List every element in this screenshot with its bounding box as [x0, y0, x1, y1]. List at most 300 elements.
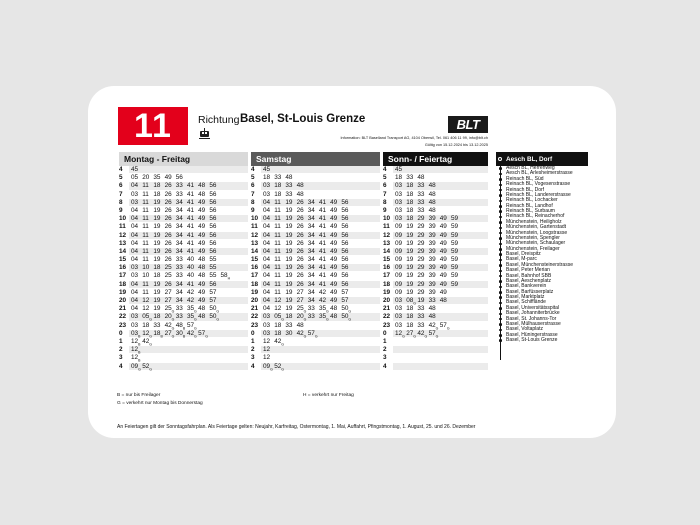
departure-minute: 18	[142, 321, 150, 329]
departure-minute: 33	[417, 182, 425, 190]
departure-minute: 26	[164, 231, 172, 239]
hour-label: 13	[251, 239, 259, 247]
departure-minutes	[261, 346, 380, 354]
departure-minute: 34	[175, 247, 183, 255]
departure-minute: 18	[406, 190, 414, 198]
departure-minute: $50_G$	[341, 313, 352, 322]
departure-minute: 11	[274, 231, 281, 239]
departure-minute: 11	[142, 231, 149, 239]
departure-minute: 49	[330, 256, 338, 264]
departure-minute: 49	[439, 215, 447, 223]
departure-minute: $30_B$	[175, 329, 186, 339]
departure-minute: 39	[428, 256, 436, 264]
tram-icon	[199, 130, 210, 140]
legend-g: G = verkehrt nur Montag bis Donnerstag	[117, 401, 203, 406]
departure-minute: 11	[142, 280, 149, 288]
departure-minute: 19	[406, 231, 414, 239]
hour-label: 11	[119, 223, 126, 231]
hour-label: 19	[119, 288, 127, 296]
departure-minutes	[393, 166, 488, 174]
departure-minute: 49	[439, 288, 447, 296]
departure-minute: 57	[341, 288, 349, 296]
departure-minute: 11	[274, 272, 281, 280]
departure-minute: 19	[285, 206, 293, 214]
departure-minute: 19	[285, 305, 293, 313]
departure-minutes	[129, 354, 248, 362]
departure-minute: 19	[285, 239, 293, 247]
departure-minute: 03	[395, 198, 403, 206]
departure-minute: 19	[285, 256, 293, 264]
footnote-marker: B	[138, 358, 141, 363]
departure-minute: 41	[186, 247, 195, 255]
departure-minute: 11	[142, 288, 149, 296]
legend-h: H = verkehrt nur Freitag	[303, 393, 354, 398]
stop-item: Basel, Schifflände	[496, 300, 588, 305]
departure-minutes	[393, 338, 488, 346]
direction-label: Richtung	[198, 114, 240, 126]
footnote-marker: G	[281, 342, 285, 347]
departure-minute: 56	[341, 223, 349, 231]
legend-b: B = nur bis Freilager	[117, 393, 161, 398]
departure-minute: $27_G$	[406, 329, 417, 339]
hour-label: 21	[383, 305, 391, 313]
departure-minute: 03	[263, 182, 271, 190]
stop-item: Reinach BL, Landhof	[496, 204, 588, 209]
departure-minute: 04	[263, 256, 271, 264]
hour-label: 4	[383, 166, 387, 173]
stop-list	[496, 152, 588, 343]
hour-label: 11	[383, 223, 390, 231]
departure-minute: 12	[142, 297, 150, 304]
hour-label: 18	[119, 280, 127, 288]
departure-minute: $35_G$	[318, 305, 329, 314]
hour-label: 0	[251, 329, 255, 337]
departure-minutes	[129, 182, 248, 190]
departure-minute: 26	[164, 223, 172, 231]
departure-minute: 33	[307, 305, 315, 313]
hour-label: 19	[383, 288, 391, 296]
departure-minute: 09	[395, 280, 403, 288]
hour-label: 5	[251, 174, 255, 182]
hour-label: 16	[251, 264, 259, 272]
hour-row	[251, 232, 380, 240]
departure-minute: 11	[142, 256, 149, 264]
footnote-marker: G	[446, 325, 450, 330]
hour-row	[383, 322, 488, 330]
departure-minute: 19	[285, 288, 293, 296]
departure-minute: $35_G$	[186, 313, 197, 322]
hour-label: 18	[251, 280, 259, 288]
hour-label: 16	[119, 264, 127, 272]
departure-minute: 04	[263, 272, 271, 280]
departure-minute: 30	[285, 329, 293, 337]
footnote-marker: G	[194, 317, 197, 322]
departure-minute: $57_G$	[198, 329, 208, 339]
departure-minute: 03	[395, 215, 403, 223]
departure-minute: 48	[428, 313, 436, 321]
footnote-marker: B	[182, 325, 186, 330]
departure-minute: 19	[285, 272, 293, 280]
line-number-badge: 11	[118, 107, 188, 145]
departure-minutes	[129, 232, 248, 240]
hour-row	[119, 191, 248, 199]
departure-minute: 33	[417, 321, 425, 329]
hour-label: 20	[251, 297, 259, 304]
departure-minute: 03	[395, 206, 403, 214]
departure-minute: $50_G$	[341, 305, 352, 314]
footnote-marker: G	[194, 334, 197, 339]
departure-minute: 19	[285, 264, 293, 272]
departure-minute: 48	[198, 305, 206, 313]
departure-minute: 56	[209, 231, 217, 239]
departure-minute: 59	[450, 256, 459, 264]
hour-label: 6	[251, 182, 255, 190]
departure-minutes	[129, 363, 248, 371]
hour-label: 18	[383, 280, 391, 288]
departure-minute: 26	[296, 239, 304, 247]
departure-minute: 27	[164, 288, 172, 296]
departure-minute: 59	[450, 231, 459, 239]
departure-minute: $57_G$	[307, 329, 318, 339]
departure-minute: 41	[186, 182, 195, 190]
departure-minutes	[393, 256, 488, 264]
hour-row	[251, 354, 380, 362]
hour-row	[383, 281, 488, 289]
hour-label: 3	[119, 354, 123, 362]
hour-row	[119, 182, 248, 190]
hour-label: 1	[383, 337, 387, 345]
departure-minute: 19	[406, 256, 414, 264]
departure-minute: $50_G$	[209, 305, 220, 314]
hour-row	[119, 346, 248, 354]
footnote-marker: G	[171, 325, 175, 330]
departure-minute: 33	[175, 313, 183, 321]
departure-minute: 19	[285, 231, 293, 239]
departure-minutes	[393, 322, 488, 330]
hour-label: 7	[119, 190, 123, 198]
hour-row	[251, 338, 380, 346]
stop-item: Basel, Aeschenplatz	[496, 279, 588, 284]
departure-minute: 39	[428, 223, 436, 231]
hour-label: 20	[119, 297, 127, 304]
hour-row	[251, 166, 380, 174]
departure-minute: 18	[153, 264, 161, 272]
departure-minute: 48	[330, 305, 338, 313]
departure-minute: 48	[439, 297, 447, 304]
departure-minute: 03	[131, 321, 139, 329]
stop-item: Basel, Münchensteinerstrasse	[496, 263, 588, 268]
hour-row	[119, 338, 248, 346]
departure-minute: 40	[186, 256, 195, 264]
departure-minute: 41	[186, 280, 195, 288]
hour-label: 14	[251, 247, 259, 255]
departure-minute: 34	[307, 215, 315, 223]
hour-label: 2	[251, 346, 255, 354]
departure-minute: 34	[175, 297, 183, 304]
departure-minutes	[393, 240, 488, 248]
departure-minute: $25_G$	[296, 305, 307, 314]
departure-minute: 42	[186, 297, 195, 304]
departure-minutes	[129, 191, 248, 199]
hour-row	[383, 354, 488, 362]
hour-label: 10	[251, 215, 259, 223]
departure-minute: 11	[142, 182, 149, 190]
departure-minute: 04	[131, 280, 139, 288]
departure-minute: 18	[263, 174, 271, 182]
departure-minute: $12_B$	[131, 354, 141, 363]
departure-minute: $57_G$	[439, 321, 450, 330]
footnote-marker: B	[138, 342, 141, 347]
departure-minutes	[393, 363, 488, 371]
departure-minutes	[261, 281, 380, 289]
departure-minute: 04	[131, 215, 139, 223]
departure-minute: 10	[142, 264, 150, 272]
hour-row	[251, 199, 380, 207]
stop-item: Basel, Mülhauserstrasse	[496, 322, 588, 327]
departure-minute: 45	[395, 166, 403, 173]
departure-minute: 33	[175, 256, 183, 264]
hour-label: 23	[383, 321, 391, 329]
hour-row	[119, 223, 248, 231]
departure-minute: 56	[209, 215, 217, 223]
departure-minute: 34	[307, 264, 315, 272]
hour-row	[383, 289, 488, 297]
hour-row	[251, 346, 380, 354]
stop-item: Basel, Hüningerstrasse	[496, 333, 588, 338]
footnote-marker: G	[171, 317, 175, 322]
departure-minute: 19	[153, 206, 161, 214]
stop-item: Basel, M-parc	[496, 257, 588, 262]
hour-label: 22	[119, 313, 127, 321]
departure-minutes	[129, 297, 248, 305]
departure-minutes	[261, 166, 380, 174]
stop-item: Münchenstein, Spengler	[496, 236, 588, 241]
hour-label: 22	[251, 313, 259, 321]
hour-row	[119, 240, 248, 248]
departure-minute: 48	[428, 182, 436, 190]
hour-row	[383, 313, 488, 321]
departure-minute: 03	[395, 313, 403, 321]
departure-minute: 55	[209, 264, 217, 272]
departure-minute: 11	[274, 280, 281, 288]
departure-minute: 11	[274, 256, 281, 264]
departure-minutes	[393, 191, 488, 199]
departure-minutes	[129, 346, 248, 354]
departure-minute: 18	[406, 206, 414, 214]
departure-minute: $48_B$	[175, 321, 186, 330]
departure-minutes	[261, 322, 380, 330]
hour-row	[119, 256, 248, 264]
hour-row	[383, 166, 488, 174]
hour-label: 16	[383, 264, 391, 272]
departure-minute: $20_G$	[296, 313, 307, 322]
hour-label: 12	[383, 231, 391, 239]
departure-minute: 09	[395, 264, 403, 272]
departure-minute: 59	[450, 239, 459, 247]
hour-row	[251, 248, 380, 256]
departure-minute: 41	[318, 206, 327, 214]
departure-minute: 59	[450, 280, 459, 288]
departure-minute: 39	[428, 239, 436, 247]
departure-minute: 34	[307, 272, 315, 280]
sunday-column	[383, 152, 488, 371]
departure-minutes	[129, 338, 248, 346]
hour-row	[383, 182, 488, 190]
departure-minute: 34	[307, 239, 315, 247]
sunday-rows	[383, 166, 488, 371]
departure-minute: 41	[186, 206, 195, 214]
departure-minute: 40	[186, 272, 195, 280]
departure-minute: 26	[164, 239, 172, 247]
departure-minute: 18	[274, 190, 282, 198]
hour-label: 4	[251, 362, 255, 370]
departure-minute: 49	[198, 280, 206, 288]
footnote-marker: G	[303, 309, 307, 314]
departure-minute: 11	[274, 223, 281, 231]
hour-row	[383, 223, 488, 231]
hour-row	[119, 354, 248, 362]
hour-row	[119, 289, 248, 297]
departure-minute: 59	[450, 215, 459, 223]
departure-minutes	[261, 248, 380, 256]
weekday-column-header: Montag - Freitag	[119, 152, 248, 166]
departure-minutes	[393, 174, 488, 182]
departure-minute: 11	[274, 288, 281, 296]
departure-minute: 29	[417, 256, 425, 264]
hour-label: 4	[119, 362, 123, 370]
departure-minute: 04	[131, 206, 139, 214]
departure-minute: 41	[186, 198, 195, 206]
departure-minute: 19	[285, 223, 293, 231]
departure-minute: 18	[406, 313, 414, 321]
departure-minute: 33	[175, 190, 183, 198]
departure-minutes	[393, 248, 488, 256]
departure-minute: 19	[153, 198, 161, 206]
departure-minute: 09	[395, 239, 403, 247]
footnote-marker: G	[314, 334, 318, 339]
departure-minute: 18	[395, 174, 403, 182]
departure-minute: 48	[428, 190, 436, 198]
departure-minute: 03	[263, 329, 271, 337]
hour-label: 19	[251, 288, 259, 296]
departure-minute: 19	[406, 223, 414, 231]
departure-minute: $12_G$	[142, 329, 153, 339]
hour-label: 5	[383, 174, 387, 182]
hour-row	[251, 256, 380, 264]
hour-label: 4	[251, 166, 255, 173]
departure-minute: 33	[307, 313, 315, 321]
departure-minute: 49	[439, 247, 447, 255]
hour-label: 9	[119, 206, 123, 214]
departure-minute: 48	[296, 190, 304, 198]
stop-item: Aesch BL, Arlesheimerstrasse	[496, 171, 588, 176]
departure-minute: 04	[263, 198, 271, 206]
departure-minute: 03	[131, 264, 139, 272]
hour-label: 13	[383, 239, 391, 247]
departure-minute: 12	[274, 297, 282, 304]
departure-minute: 56	[209, 280, 217, 288]
departure-minute: 48	[330, 313, 338, 321]
departure-minute: 41	[318, 247, 327, 255]
departure-minute: 26	[164, 256, 172, 264]
departure-minute: 33	[428, 297, 436, 304]
hour-label: 12	[119, 231, 127, 239]
departure-minute: 11	[274, 239, 281, 247]
hour-label: 6	[383, 182, 387, 190]
footnote-marker: G	[216, 309, 220, 314]
departure-minute: 49	[198, 288, 206, 296]
hour-row	[383, 215, 488, 223]
departure-minute: 03	[263, 321, 271, 329]
departure-minute: 39	[428, 280, 436, 288]
hour-label: 9	[251, 206, 255, 214]
departure-minute: $57_G$	[428, 329, 439, 339]
hour-label: 1	[119, 337, 123, 345]
departure-minute: 49	[330, 280, 338, 288]
departure-minute: 56	[175, 174, 183, 182]
departure-minute: 18	[406, 182, 414, 190]
departure-minute: 26	[164, 215, 172, 223]
departure-minute: 56	[209, 247, 217, 255]
hour-row	[251, 322, 380, 330]
hour-row	[119, 297, 248, 305]
departure-minute: 34	[175, 206, 183, 214]
departure-minute: 34	[307, 280, 315, 288]
direction-destination: Basel, St-Louis Grenze	[240, 113, 366, 125]
hour-row	[251, 313, 380, 321]
departure-minute: 49	[330, 264, 338, 272]
departure-minute: 48	[428, 305, 436, 313]
stop-item: Reinach BL, Süd	[496, 177, 588, 182]
stop-item: Basel, Johanniterbrücke	[496, 311, 588, 316]
hour-label: 13	[119, 239, 127, 247]
departure-minute: 11	[142, 239, 149, 247]
departure-minute: 33	[175, 264, 183, 272]
departure-minute: 49	[198, 247, 206, 255]
departure-minute: 49	[330, 231, 338, 239]
departure-minute: 34	[307, 297, 315, 304]
departure-minute: 56	[341, 231, 349, 239]
departure-minute: 49	[198, 297, 206, 304]
hour-label: 14	[383, 247, 391, 255]
saturday-column	[251, 152, 380, 371]
departure-minute: 33	[274, 174, 282, 182]
departure-minute: 34	[175, 231, 183, 239]
validity-period: Gültig von 15.12.2024 bis 13.12.2025	[424, 143, 488, 147]
departure-minute: 19	[285, 297, 293, 304]
departure-minute: 09	[395, 256, 403, 264]
departure-minutes	[129, 289, 248, 297]
departure-minutes	[393, 272, 488, 280]
hour-label: 5	[119, 174, 123, 182]
departure-minute: 56	[341, 198, 349, 206]
departure-minutes	[129, 305, 248, 313]
departure-minutes	[393, 215, 488, 223]
departure-minute: 33	[175, 182, 183, 190]
hour-row	[119, 215, 248, 223]
departure-minute: $58_H$	[220, 272, 231, 281]
departure-minute: 11	[142, 247, 149, 255]
footnote-marker: G	[303, 317, 307, 322]
hour-label: 20	[383, 297, 391, 304]
departure-minute: 49	[439, 280, 447, 288]
departure-minute: 29	[417, 223, 425, 231]
stop-item: Basel, Bahnhof SBB	[496, 274, 588, 279]
departure-minutes	[393, 182, 488, 190]
hour-row	[383, 264, 488, 272]
departure-minute: $42_G$	[428, 321, 439, 330]
stop-item: Basel, Marktplatz	[496, 295, 588, 300]
